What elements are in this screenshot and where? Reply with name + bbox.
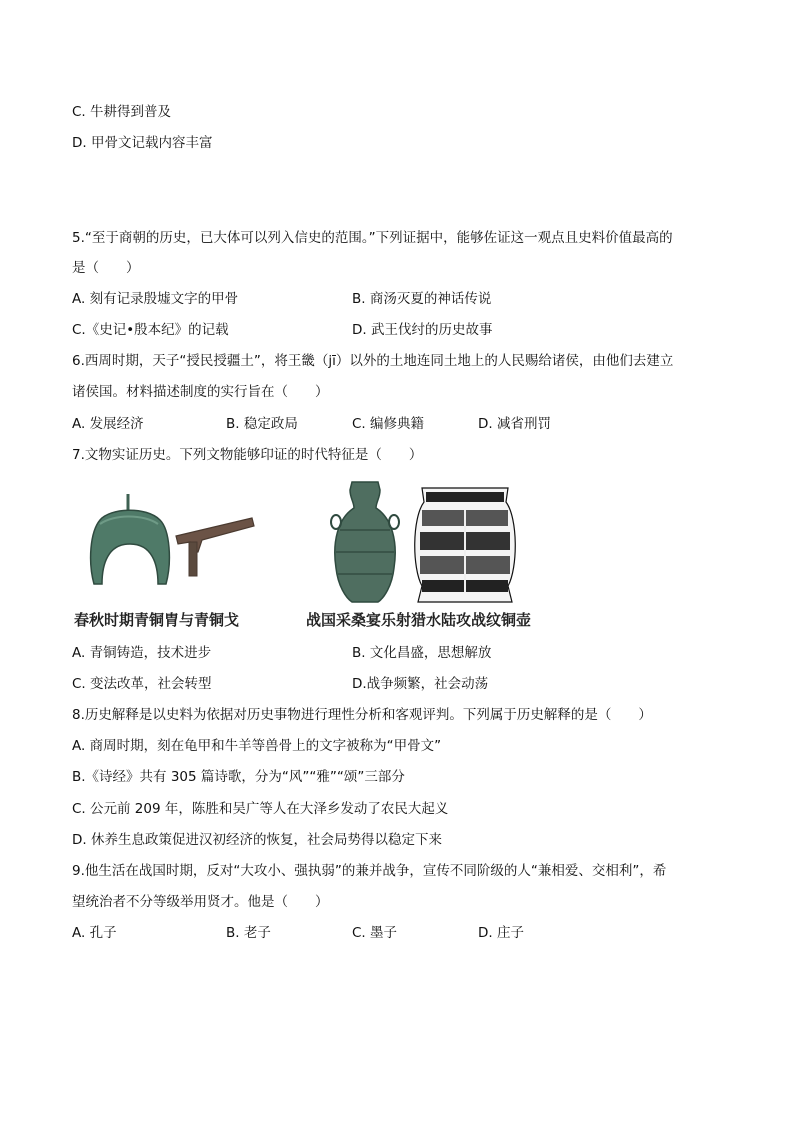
q9-option-a: A. 孔子 [72, 925, 117, 941]
q7-caption-right: 战国采桑宴乐射猎水陆攻战纹铜壶 [306, 611, 532, 629]
q5-option-b: B. 商汤灭夏的神话传说 [352, 291, 492, 307]
q6-option-d: D. 减省刑罚 [478, 416, 551, 432]
option-d-prev: D. 甲骨文记载内容丰富 [72, 135, 213, 151]
option-c-prev: C. 牛耕得到普及 [72, 104, 172, 120]
q9-stem-line1: 9.他生活在战国时期，反对“大攻小、强执弱”的兼并战争，宣传不同阶级的人“兼相爱、交相利”，希 [72, 863, 667, 879]
q9-option-c: C. 墨子 [352, 925, 398, 941]
q9-option-b: B. 老子 [226, 925, 271, 941]
q5-option-a: A. 刻有记录殷墟文字的甲骨 [72, 291, 239, 307]
q9-option-d: D. 庄子 [478, 925, 524, 941]
q8-option-d: D. 休养生息政策促进汉初经济的恢复，社会局势得以稳定下来 [72, 832, 442, 848]
q7-caption-left: 春秋时期青铜胄与青铜戈 [74, 611, 240, 629]
q7-option-c: C. 变法改革，社会转型 [72, 676, 212, 692]
q9-stem-line2: 望统治者不分等级举用贤才。他是（ ） [72, 894, 329, 910]
q8-option-a: A. 商周时期，刻在龟甲和牛羊等兽骨上的文字被称为“甲骨文” [72, 738, 442, 754]
q6-option-a: A. 发展经济 [72, 416, 144, 432]
bronze-pot-icon [331, 482, 399, 602]
q7-option-a: A. 青铜铸造，技术进步 [72, 645, 212, 661]
q5-stem-line2: 是（ ） [72, 260, 140, 276]
q5-option-c: C.《史记•殷本纪》的记载 [72, 322, 229, 338]
q7-option-d: D.战争频繁，社会动荡 [352, 676, 489, 692]
q8-option-c: C. 公元前 209 年，陈胜和吴广等人在大泽乡发动了农民大起义 [72, 801, 449, 817]
q5-option-d: D. 武王伐纣的历史故事 [352, 322, 493, 338]
pot-rubbing-icon [415, 488, 516, 602]
bronze-helmet-icon [91, 494, 170, 584]
q7-option-b: B. 文化昌盛，思想解放 [352, 645, 492, 661]
q5-stem-line1: 5.“至于商朝的历史，已大体可以列入信史的范围。”下列证据中，能够佐证这一观点且史料价值最高的 [72, 230, 673, 246]
q8-option-b: B.《诗经》共有 305 篇诗歌，分为“风”“雅”“颂”三部分 [72, 769, 405, 785]
q6-stem-line2: 诸侯国。材料描述制度的实行旨在（ ） [72, 384, 329, 400]
q6-option-b: B. 稳定政局 [226, 416, 298, 432]
q7-stem: 7.文物实证历史。下列文物能够印证的时代特征是（ ） [72, 447, 423, 463]
bronze-ge-icon [176, 518, 254, 576]
q6-option-c: C. 编修典籍 [352, 416, 425, 432]
q6-stem-line1: 6.西周时期，天子“授民授疆土”，将王畿（jī）以外的土地连同土地上的人民赐给诸侯，由他们去建立 [72, 353, 674, 369]
bronze-helmet-and-ge-image [86, 492, 261, 592]
bronze-pot-image [322, 478, 522, 608]
q8-stem: 8.历史解释是以史料为依据对历史事物进行理性分析和客观评判。下列属于历史解释的是（ ） [72, 707, 652, 723]
